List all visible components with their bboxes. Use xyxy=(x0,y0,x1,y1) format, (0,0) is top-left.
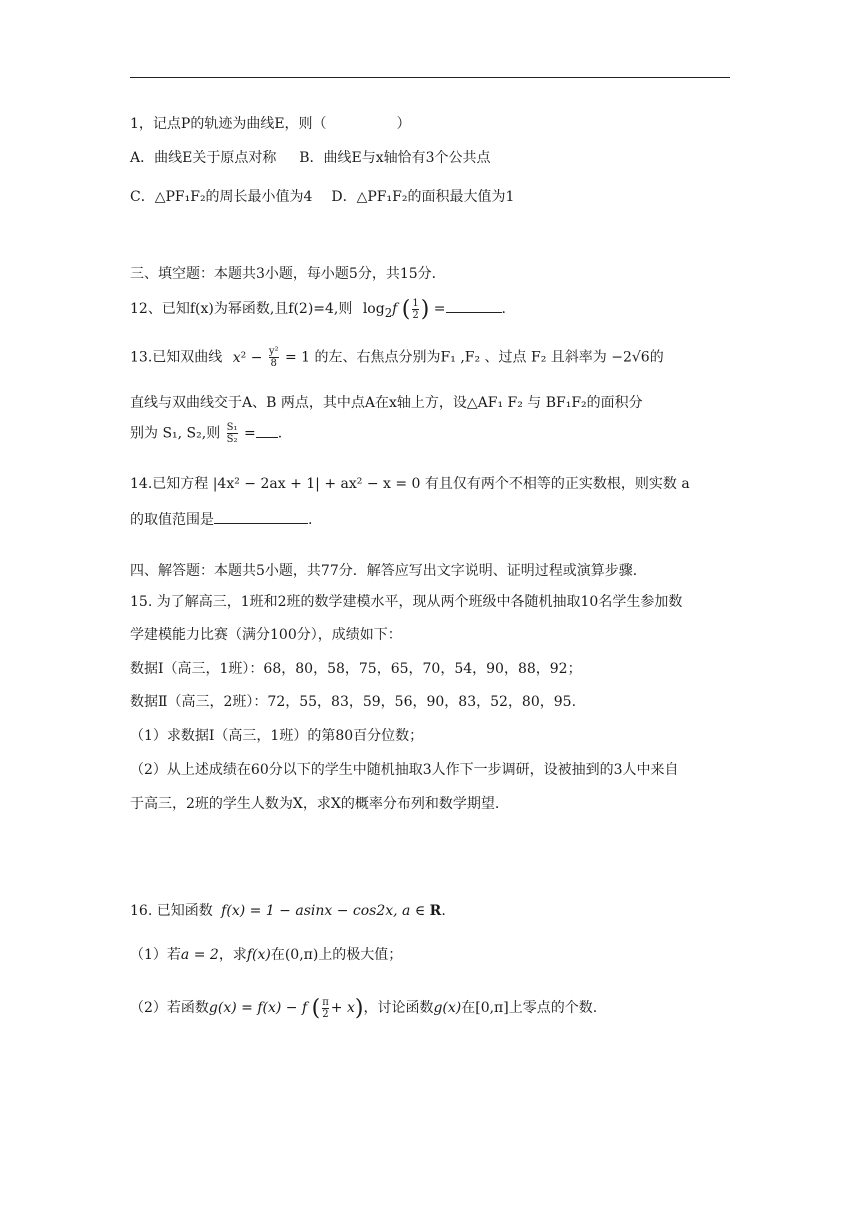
q13-fraction: $\frac{\text{y²}}{8}$ xyxy=(268,346,279,369)
q12-prefix: 12、已知f(x)为幂函数,且f(2)=4,则 xyxy=(130,301,353,317)
q11-options-cd xyxy=(130,186,514,206)
q16-stem: 16. 已知函数 f(x) = 1 − asinx − cos2x, a ∈ R. xyxy=(130,903,446,919)
q15-data2: 数据Ⅱ（高三，2班）：72，55，83，59，56，90，83，52，80，95. xyxy=(130,694,577,710)
q15-part2b: 于高三，2班的学生人数为X，求X的概率分布列和数学期望. xyxy=(130,796,500,812)
q11-stem: 1，记点P的轨迹为曲线E，则（ ） xyxy=(130,116,411,132)
q11-options-ab xyxy=(130,147,491,167)
q15-line1: 15. 为了解高三，1班和2班的数学建模水平，现从两个班级中各随机抽取10名学生参加数 xyxy=(130,594,683,610)
q14-answer-blank xyxy=(214,522,308,524)
q15-part1: （1）求数据Ⅰ（高三，1班）的第80百分位数； xyxy=(130,728,424,744)
q13-line3: 别为 S₁, S₂,则 $\frac{\text{S₁}}{\text{S₂}}$ = . xyxy=(130,422,283,445)
q13-answer-blank xyxy=(256,436,278,438)
q16-part1: （1）若a = 2，求f(x)在(0,π)上的极大值； xyxy=(130,947,403,963)
q16-fraction: $\frac{\pi}{2}$ xyxy=(322,996,329,1020)
q14-line1: 14.已知方程 |4x² − 2ax + 1| + ax² − x = 0 有且仅有两个不相等的正实数根，则实数 a xyxy=(130,476,690,492)
section4-heading: 四、解答题：本题共5小题，共77分．解答应写出文字说明、证明过程或演算步骤． xyxy=(130,563,647,579)
q15-data1: 数据Ⅰ（高三，1班）：68，80，58，75，65，70，54，90，88，92； xyxy=(130,661,582,677)
q11-option-c: C．△PF₁F₂的周长最小值为4 xyxy=(130,189,313,205)
q14-line2: 的取值范围是 . xyxy=(130,512,313,528)
q15-line2: 学建模能力比赛（满分100分），成绩如下： xyxy=(130,627,402,643)
q13-line2: 直线与双曲线交于A、B 两点，其中点A在x轴上方，设△AF₁ F₂ 与 BF₁F₂的面积分 xyxy=(130,395,643,411)
q13-line1: 13.已知双曲线 x² − $\frac{\text{y²}}{8}$ = 1 的左、右焦点分别为F₁ ,F₂ 、过点 F₂ 且斜率为 −2√6的 xyxy=(130,346,664,369)
q16-part2: （2）若函数g(x) = f(x) − f ( $\frac{\pi}{2}$ + x)，讨论函数g(x)在[0,π]上零点的个数. xyxy=(130,996,598,1021)
q11-option-b: B．曲线E与x轴恰有3个公共点 xyxy=(299,150,491,166)
q12-log-base: 2 xyxy=(384,305,393,320)
q12: 12、已知f(x)为幂函数,且f(2)=4,则 $\log_2f$ ( $\frac{1}{2}$ ) = . xyxy=(130,297,506,322)
q15-part2a: （2）从上述成绩在60分以下的学生中随机抽取3人作下一步调研，设被抽到的3人中来自 xyxy=(130,762,679,778)
section3-heading: 三、填空题：本题共3小题，每小题5分，共15分． xyxy=(130,266,446,282)
q13-ratio: $\frac{\text{S₁}}{\text{S₂}}$ xyxy=(226,422,238,445)
q11-option-a: A．曲线E关于原点对称 xyxy=(130,150,277,166)
q12-answer-blank xyxy=(446,311,502,313)
q11-option-d: D．△PF₁F₂的面积最大值为1 xyxy=(331,189,515,205)
q12-fraction: $\frac{1}{2}$ xyxy=(412,297,419,321)
header-rule xyxy=(130,77,730,78)
